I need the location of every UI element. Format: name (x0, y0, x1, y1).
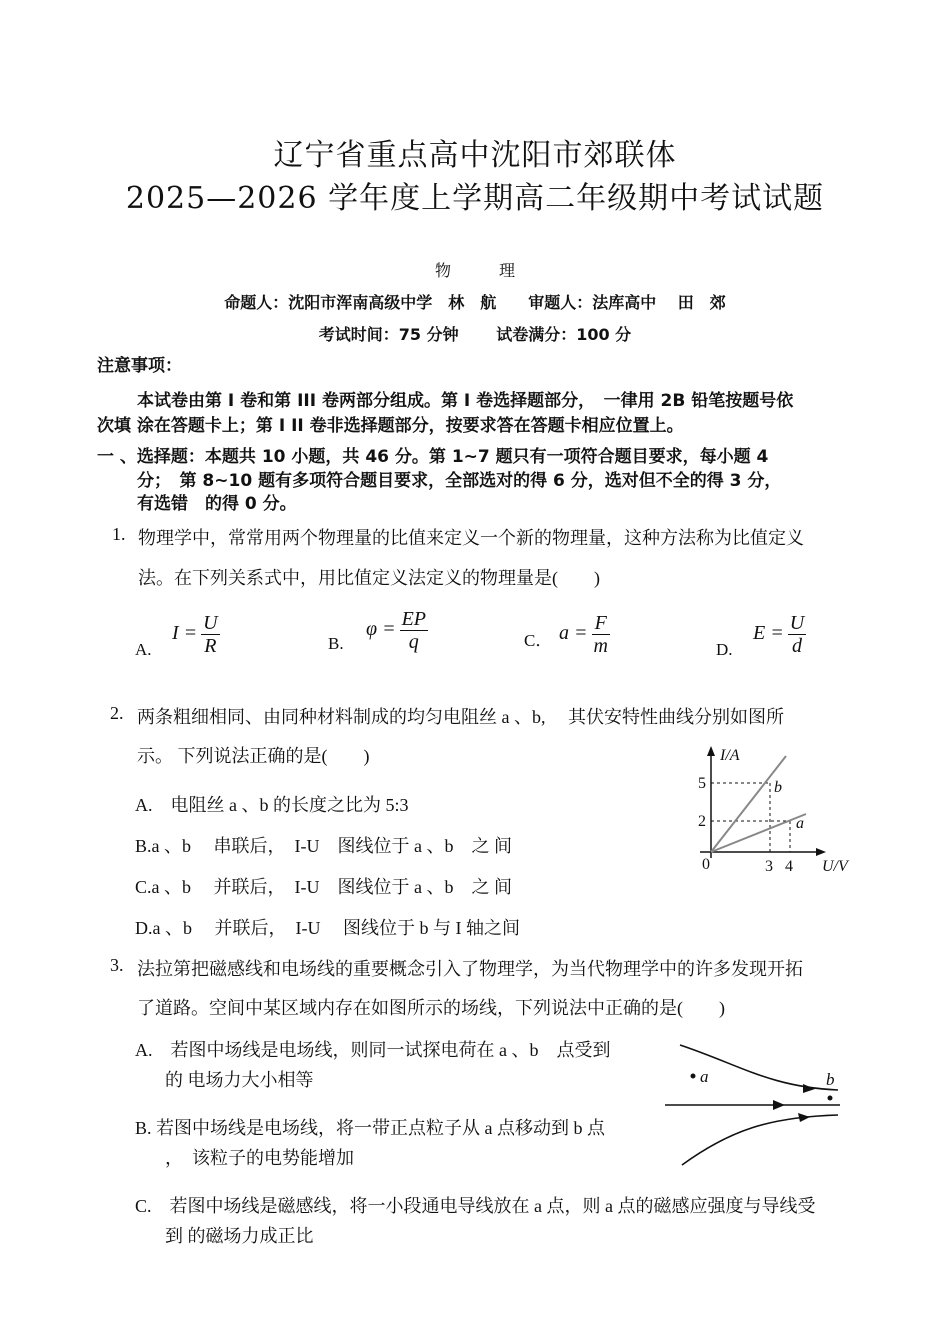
formula-lhs: I = (172, 622, 198, 644)
q2-option-b[interactable]: B.a 、b 串联后， I-U 图线位于 a 、b 之 间 (135, 836, 512, 856)
section1-line1: 一 、选择题：本题共 10 小题，共 46 分。第 1~7 题只有一项符合题目要求，每小题 4 (97, 447, 769, 467)
q3-number: 3. (110, 955, 124, 975)
y-axis-label: I/A (720, 747, 740, 764)
arrow-bottom-icon (798, 1113, 810, 1122)
q3-option-a-line1[interactable]: A. 若图中场线是电场线，则同一试探电荷在 a 、b 点受到 (135, 1040, 611, 1060)
line-a-label: a (796, 815, 804, 832)
x-axis-arrow-icon (816, 848, 826, 856)
y-tick-2: 2 (698, 813, 706, 830)
formula-denominator: R (204, 635, 217, 657)
x-tick-3: 3 (765, 858, 773, 875)
point-b-label: b (826, 1070, 835, 1089)
formula-denominator: q (408, 631, 419, 653)
q3-option-a-line2: 的 电场力大小相等 (165, 1070, 314, 1090)
arrow-middle-icon (773, 1100, 785, 1110)
formula-numerator: F (592, 612, 610, 635)
q2-number: 2. (110, 703, 124, 723)
option-label: C． (524, 631, 553, 650)
exam-title-line1: 辽宁省重点高中沈阳市郊联体 (273, 138, 677, 173)
formula-lhs: φ = (366, 618, 396, 640)
q3-line2: 了道路。空间中某区域内存在如图所示的场线，下列说法中正确的是( ) (137, 998, 725, 1018)
notice-line1: 本试卷由第 I 卷和第 III 卷两部分组成。第 I 卷选择题部分， 一律用 2B 铅笔按题号依 (137, 391, 794, 411)
q3-option-b-line1[interactable]: B. 若图中场线是电场线，将一带正点粒子从 a 点移动到 b 点 (135, 1118, 605, 1138)
exam-title-line2: 2025—2026 学年度上学期高二年级期中考试试题 (125, 181, 825, 216)
notice-heading: 注意事项： (97, 356, 182, 376)
arrow-top-icon (803, 1084, 815, 1093)
q2-line1: 两条粗细相同、由同种材料制成的均匀电阻丝 a 、b, 其伏安特性曲线分别如图所 (137, 707, 784, 727)
q3-line1: 法拉第把磁感线和电场线的重要概念引入了物理学，为当代物理学中的许多发现开拓 (137, 959, 803, 979)
x-tick-4: 4 (785, 858, 793, 875)
point-a-label: a (700, 1067, 709, 1086)
q2-option-c[interactable]: C.a 、b 并联后， I-U 图线位于 a 、b 之 间 (135, 877, 512, 897)
formula-numerator: U (203, 612, 218, 634)
formula-denominator: m (593, 635, 608, 657)
q2-option-a[interactable]: A. 电阻丝 a 、b 的长度之比为 5:3 (135, 795, 409, 815)
formula-numerator: U (789, 612, 805, 634)
q1-line1: 物理学中，常常用两个物理量的比值来定义一个新的物理量，这种方法称为比值定义 (138, 528, 804, 548)
y-axis-arrow-icon (707, 746, 715, 756)
field-lines-figure (660, 1035, 850, 1170)
y-tick-5: 5 (698, 775, 706, 792)
origin-label: 0 (702, 856, 710, 873)
time-score: 考试时间：75 分钟 试卷满分：100 分 (318, 325, 632, 344)
point-a-dot (691, 1074, 696, 1079)
q3-option-c-line1[interactable]: C. 若图中场线是磁感线，将一小段通电导线放在 a 点，则 a 点的磁感应强度与导线受 (135, 1196, 816, 1216)
q3-option-c-line2: 到 的磁场力成正比 (165, 1226, 314, 1246)
option-label: B. (328, 634, 344, 653)
notice-line2: 次填 涂在答题卡上；第 I II 卷非选择题部分，按要求答在答题卡相应位置上。 (97, 416, 684, 436)
section1-line3: 有选错 的得 0 分。 (137, 494, 297, 514)
line-b-label: b (774, 779, 782, 796)
point-b-dot (828, 1096, 833, 1101)
formula-denominator: d (791, 635, 802, 657)
option-label: A. (135, 640, 152, 659)
q1-line2: 法。在下列关系式中，用比值定义法定义的物理量是( ) (138, 568, 600, 588)
x-axis-label: U/V (822, 858, 848, 875)
option-label: D. (716, 640, 733, 659)
section1-line2: 分； 第 8~10 题有多项符合题目要求，全部选对的得 6 分，选对但不全的得 3 分， (137, 471, 782, 491)
authors: 命题人：沈阳市浑南高级中学 林 航 审题人：法库高中 田 郊 (224, 293, 726, 312)
q2-option-d[interactable]: D.a 、b 并联后， I-U 图线位于 b 与 I 轴之间 (135, 918, 520, 938)
q3-option-b-line2: ， 该粒子的电势能增加 (165, 1148, 354, 1168)
formula-numerator: EP (401, 608, 426, 630)
q2-line2: 示。 下列说法正确的是( ) (137, 746, 370, 766)
formula-lhs: E = (753, 622, 784, 644)
field-line-bottom (682, 1115, 838, 1165)
formula-lhs: a = (559, 622, 588, 644)
subject: 物 理 (434, 261, 515, 280)
iu-graph (690, 740, 870, 880)
q1-number: 1. (112, 524, 126, 544)
